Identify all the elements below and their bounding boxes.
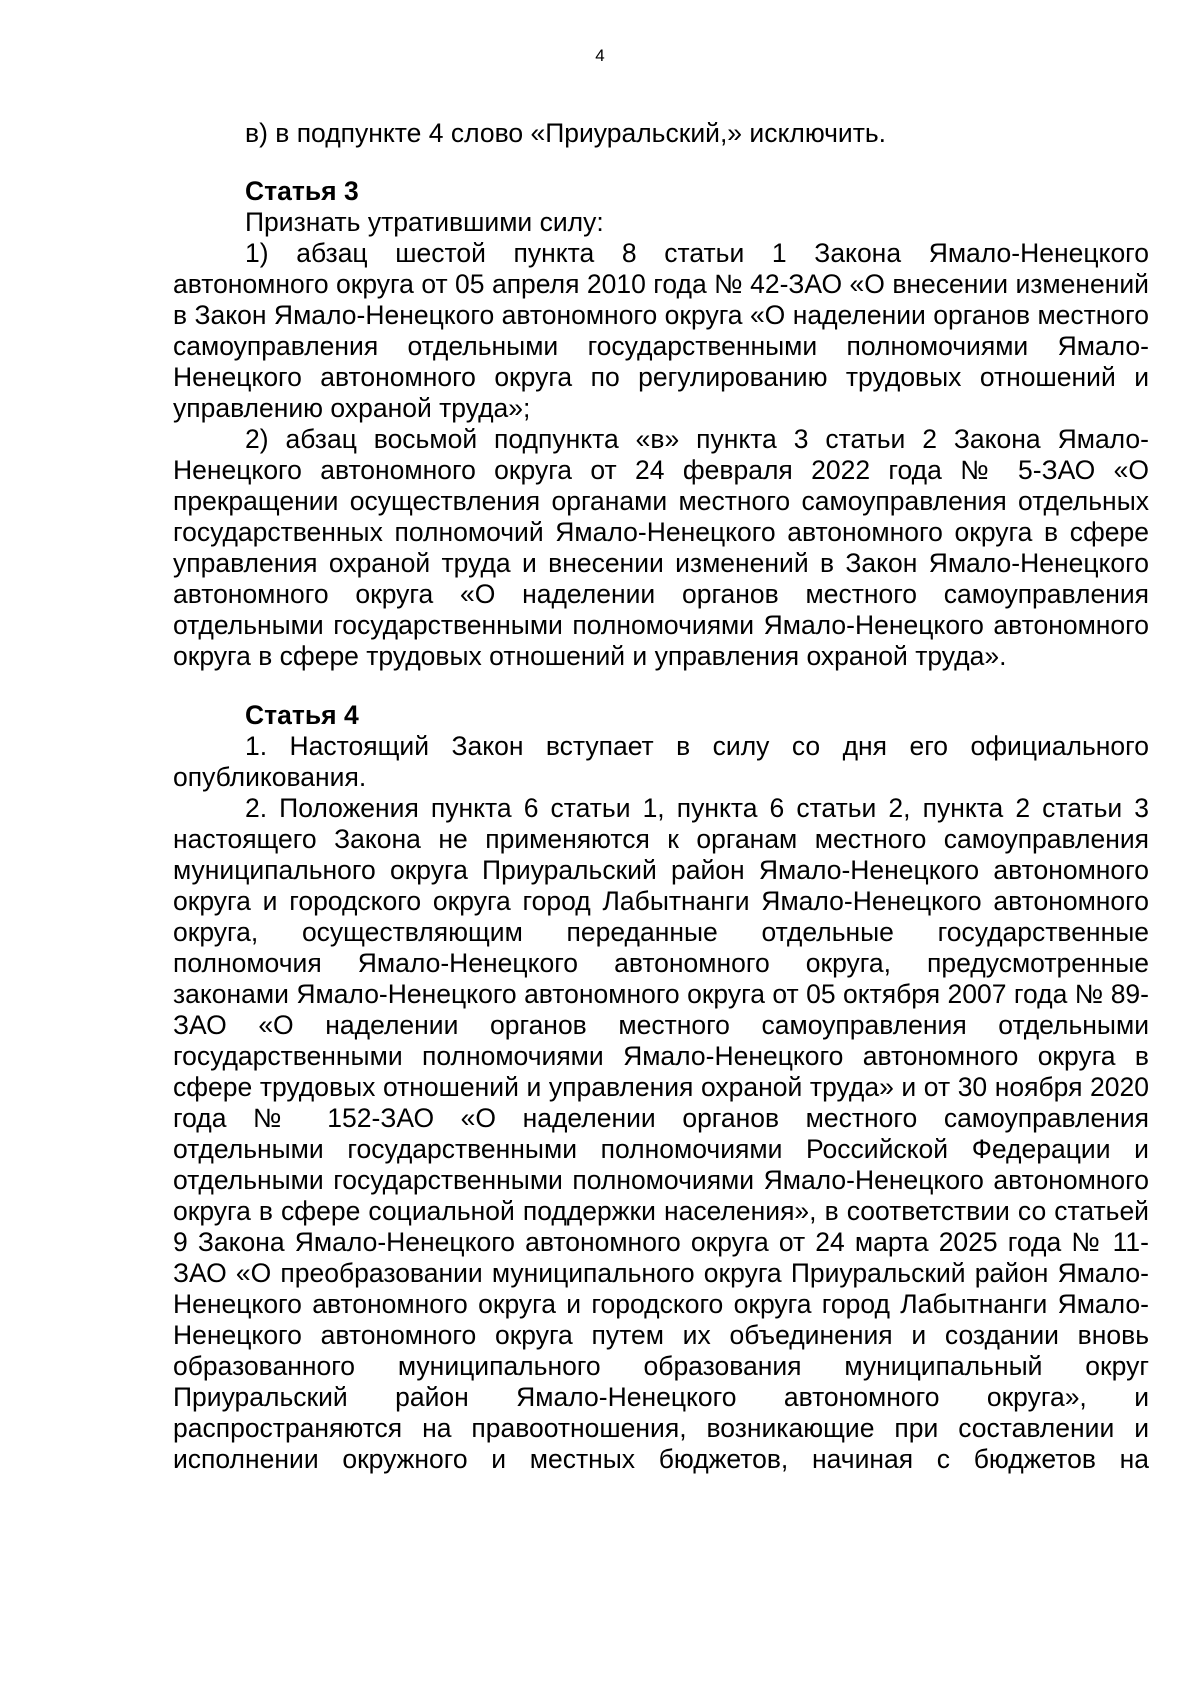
article-4-heading: Статья 4 <box>245 700 359 730</box>
document-body <box>173 118 1149 1475</box>
article-4-item-1: 1. Настоящий Закон вступает в силу со дня его официального опубликования. <box>173 731 1149 792</box>
article-3-item-1: 1) абзац шестой пункта 8 статьи 1 Закона Ямало-Ненецкого автономного округа от 05 апреля 2010 года № 42-ЗАО «О внесении изменений в Закон Ямало-Ненецкого автономного округа «О наделении органов местного самоуправления отдельными государственными полномочиями Ямало-Ненецкого автономного округа по регулированию трудовых отношений и управлению охраной труда»; <box>173 238 1149 423</box>
article-3-heading: Статья 3 <box>245 176 359 206</box>
article-4-item-2: 2. Положения пункта 6 статьи 1, пункта 6 статьи 2, пункта 2 статьи 3 настоящего Закона не применяются к органам местного самоуправления муниципального округа Приуральский район Ямало-Ненецкого автономного округа и городского округа город Лабытнанги Ямало-Ненецкого автономного округа, осуществляющим переданные отдельные государственные полномочия Ямало-Ненецкого автономного округа, предусмотренные законами Ямало-Ненецкого автономного округа от 05 октября 2007 года № 89-ЗАО «О наделении органов местного самоуправления отдельными государственными полномочиями Ямало-Ненецкого автономного округа в сфере трудовых отношений и управления охраной труда» и от 30 ноября 2020 года № 152-ЗАО «О наделении органов местного самоуправления отдельными государственными полномочиями Российской Федерации и отдельными государственными полномочиями Ямало-Ненецкого автономного округа в сфере социальной поддержки населения», в соответствии со статьей 9 Закона Ямало-Ненецкого автономного округа от 24 марта 2025 года № 11-ЗАО «О преобразовании муниципального округа Приуральский район Ямало-Ненецкого автономного округа и городского округа город Лабытнанги Ямало-Ненецкого автономного округа путем их объединения и создании вновь образованного муниципального образования муниципальный округ Приуральский район Ямало-Ненецкого автономного округа», и распространяются на правоотношения, возникающие при составлении и исполнении окружного и местных бюджетов, начиная с бюджетов на <box>173 793 1149 1474</box>
page-number: 4 <box>595 46 605 65</box>
article-3-item-2: 2) абзац восьмой подпункта «в» пункта 3 статьи 2 Закона Ямало-Ненецкого автономного округа от 24 февраля 2022 года № 5-ЗАО «О прекращении осуществления органами местного самоуправления отдельных государственных полномочий Ямало-Ненецкого автономного округа в сфере управления охраной труда и внесении изменений в Закон Ямало-Ненецкого автономного округа «О наделении органов местного самоуправления отдельными государственными полномочиями Ямало-Ненецкого автономного округа в сфере трудовых отношений и управления охраной труда». <box>173 424 1149 671</box>
article-3-intro: Признать утратившими силу: <box>245 207 604 237</box>
subitem-v: в) в подпункте 4 слово «Приуральский,» исключить. <box>245 118 887 148</box>
